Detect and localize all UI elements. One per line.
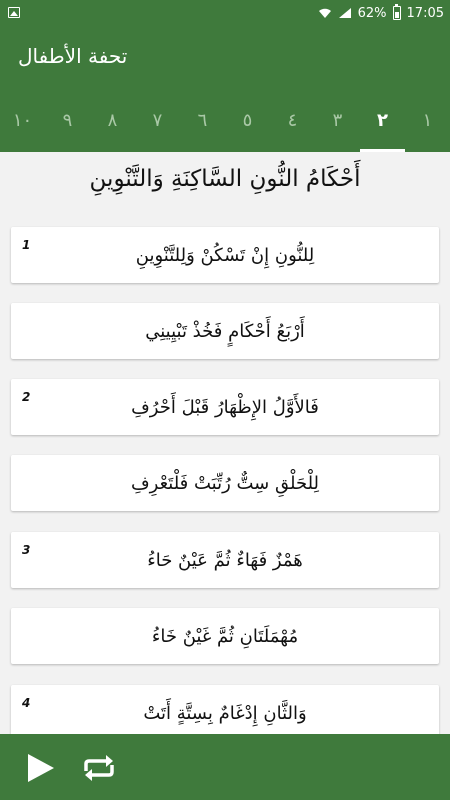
wifi-icon (318, 7, 332, 19)
tab-8[interactable]: ٨ (107, 109, 118, 131)
verse-text: هَمْزٌ فَهَاءٌ ثُمَّ عَيْنٌ حَاءُ (147, 549, 303, 571)
tab-10[interactable]: ١٠ (12, 109, 33, 131)
tab-7[interactable]: ٧ (152, 109, 163, 131)
verse-number: 4 (22, 696, 31, 710)
image-notification-icon (8, 7, 20, 18)
verse-card[interactable] (11, 532, 439, 588)
verse-text: أَرْبَعُ أَحْكَامٍ فَخُذْ تَبْيِينِي (145, 320, 305, 342)
tab-3[interactable]: ٣ (332, 109, 343, 131)
player-bar (0, 734, 450, 800)
verse-text: وَالثَّانِ إِدْغَامٌ بِسِتَّةٍ أَتَتْ (143, 702, 307, 724)
app-title: تحفة الأطفال (18, 44, 128, 68)
tab-5[interactable]: ٥ (242, 109, 253, 131)
tab-4[interactable]: ٤ (287, 109, 298, 131)
verse-number: 1 (22, 238, 31, 252)
status-icons (318, 0, 444, 26)
repeat-icon[interactable] (80, 751, 118, 785)
verse-text: لِلنُّونِ إِنْ تَسْكُنْ وَلِلتَّنْوِينِ (135, 244, 315, 266)
tab-2[interactable]: ٢ (360, 88, 405, 152)
battery-percent: 62% (357, 5, 387, 21)
section-title: أَحْكَامُ النُّونِ السَّاكِنَةِ وَالتَّنْوِينِ (89, 166, 361, 192)
play-icon[interactable] (24, 751, 58, 785)
tab-1[interactable]: ١ (422, 109, 433, 131)
app-bar (0, 26, 450, 88)
tab-6[interactable]: ٦ (197, 109, 208, 131)
verse-card[interactable] (11, 685, 439, 734)
verse-text: فَالأَوَّلُ الإِظْهَارُ قَبْلَ أَحْرُفِ (131, 396, 319, 418)
signal-icon (338, 7, 352, 19)
status-bar (0, 0, 450, 26)
verse-number: 2 (22, 390, 31, 404)
verse-card[interactable] (11, 227, 439, 283)
verse-card[interactable] (11, 379, 439, 435)
tab-9[interactable]: ٩ (62, 109, 73, 131)
battery-icon (393, 6, 401, 20)
verses-list[interactable] (0, 152, 450, 734)
verse-card[interactable] (11, 303, 439, 359)
verse-number: 3 (22, 543, 31, 557)
verse-text: لِلْحَلْقِ سِتٌّ رُتِّبَتْ فَلْتَعْرِفِ (130, 472, 320, 494)
verse-group-tabs (0, 88, 450, 152)
verse-card[interactable] (11, 455, 439, 511)
verse-card[interactable] (11, 608, 439, 664)
clock: 17:05 (406, 5, 444, 21)
verse-text: مُهْمَلَتَانِ ثُمَّ غَيْنٌ خَاءُ (151, 625, 299, 647)
